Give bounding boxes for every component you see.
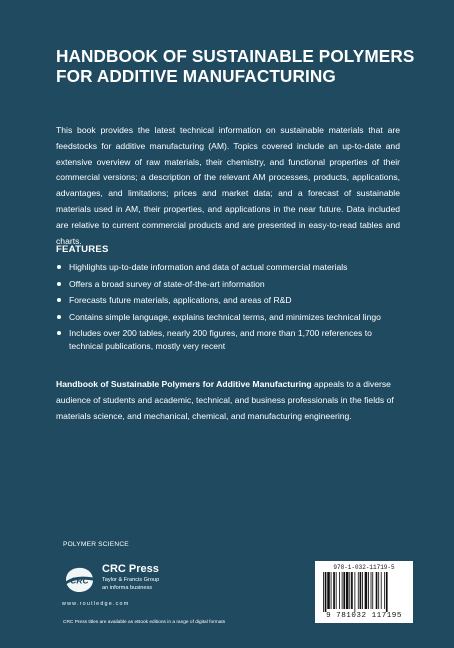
barcode-bar [343,572,345,609]
closing-text: appeals to a diverse audience of students and academic, technical, and business professionals in the fields of materials science, and mechanical, chemical, and manufacturing engineering. [56,379,394,421]
feature-item [56,311,396,324]
barcode-bar [349,572,350,609]
feature-item [56,261,396,274]
barcode-bar [358,572,359,609]
barcode-bar [327,572,330,609]
feature-item [56,294,396,307]
barcode-bar [339,572,340,609]
barcode-bars-icon [323,572,405,612]
barcode-bar [351,572,353,609]
subject-category: POLYMER SCIENCE [63,541,129,548]
barcode-bar [372,572,373,609]
features-list [56,261,396,356]
barcode-bar [354,572,355,612]
feature-item [56,278,396,291]
bullet-icon [57,331,61,335]
barcode-bar [384,572,385,609]
barcode-bar [362,572,363,609]
publisher-url: www.routledge.com [62,601,130,607]
feature-text: Offers a broad survey of state-of-the-art information [69,278,265,289]
bullet-icon [57,282,61,286]
barcode-bar [325,572,327,612]
isbn-number: 978-1-032-11719-5 [333,564,395,571]
feature-item [56,327,396,352]
isbn-barcode [315,561,413,623]
barcode-bar [368,572,369,609]
barcode-bar [365,572,368,609]
barcode-digits: 9 781032 117195 [326,612,402,620]
publisher-name: CRC Press [102,563,159,575]
feature-text: Contains simple language, explains technical terms, and minimizes technical lingo [69,311,381,322]
barcode-bar [381,572,382,609]
closing-book-title: Handbook of Sustainable Polymers for Additive Manufacturing [56,379,312,389]
barcode-bar [386,572,388,612]
barcode-bar [378,572,379,609]
bullet-icon [57,315,61,319]
publisher-group: Taylor & Francis Group [102,577,160,583]
barcode-bar [333,572,335,609]
feature-text: Forecasts future materials, applications, and areas of R&D [69,295,292,305]
barcode-bar [336,572,337,609]
barcode-bar [360,572,362,609]
publisher-block [62,561,292,621]
logo-letters: CRC [70,575,89,586]
audience-paragraph [56,377,402,424]
barcode-bar [331,572,332,609]
barcode-bar [323,572,324,612]
bullet-icon [57,298,61,302]
publisher-business: an informa business [102,585,153,591]
features-heading: FEATURES [56,244,109,255]
feature-text: Includes over 200 tables, nearly 200 figures, and more than 1,700 references to technical publications, mostly very recent [69,328,372,351]
barcode-bar [342,572,343,609]
barcode-bar [371,572,372,609]
book-title: HANDBOOK OF SUSTAINABLE POLYMERS FOR ADDITIVE MANUFACTURING [56,46,415,86]
crc-press-logo-icon [62,565,96,595]
book-description: This book provides the latest technical information on sustainable materials that are feedstocks for additive manufacturing (AM). Topics covered include an up-to-date and extensive overview of raw materials, their chemistry, and functional properties of their commercial versions; a description of the relevant AM processes, products, applications, advantages, and limitations; prices and market data; and a forecast of sustainable materials used in AM, their properties, and applications in the near future. Data included are relative to current commercial products and are presented in easy-to-read tables and charts. [56,125,400,246]
feature-text: Highlights up-to-date information and data of actual commercial materials [69,262,348,272]
barcode-bar [346,572,349,609]
bullet-icon [57,265,61,269]
ebook-availability-note: CRC Press titles are available as eBook editions in a range of digital formats [63,620,226,625]
barcode-bar [376,572,378,609]
